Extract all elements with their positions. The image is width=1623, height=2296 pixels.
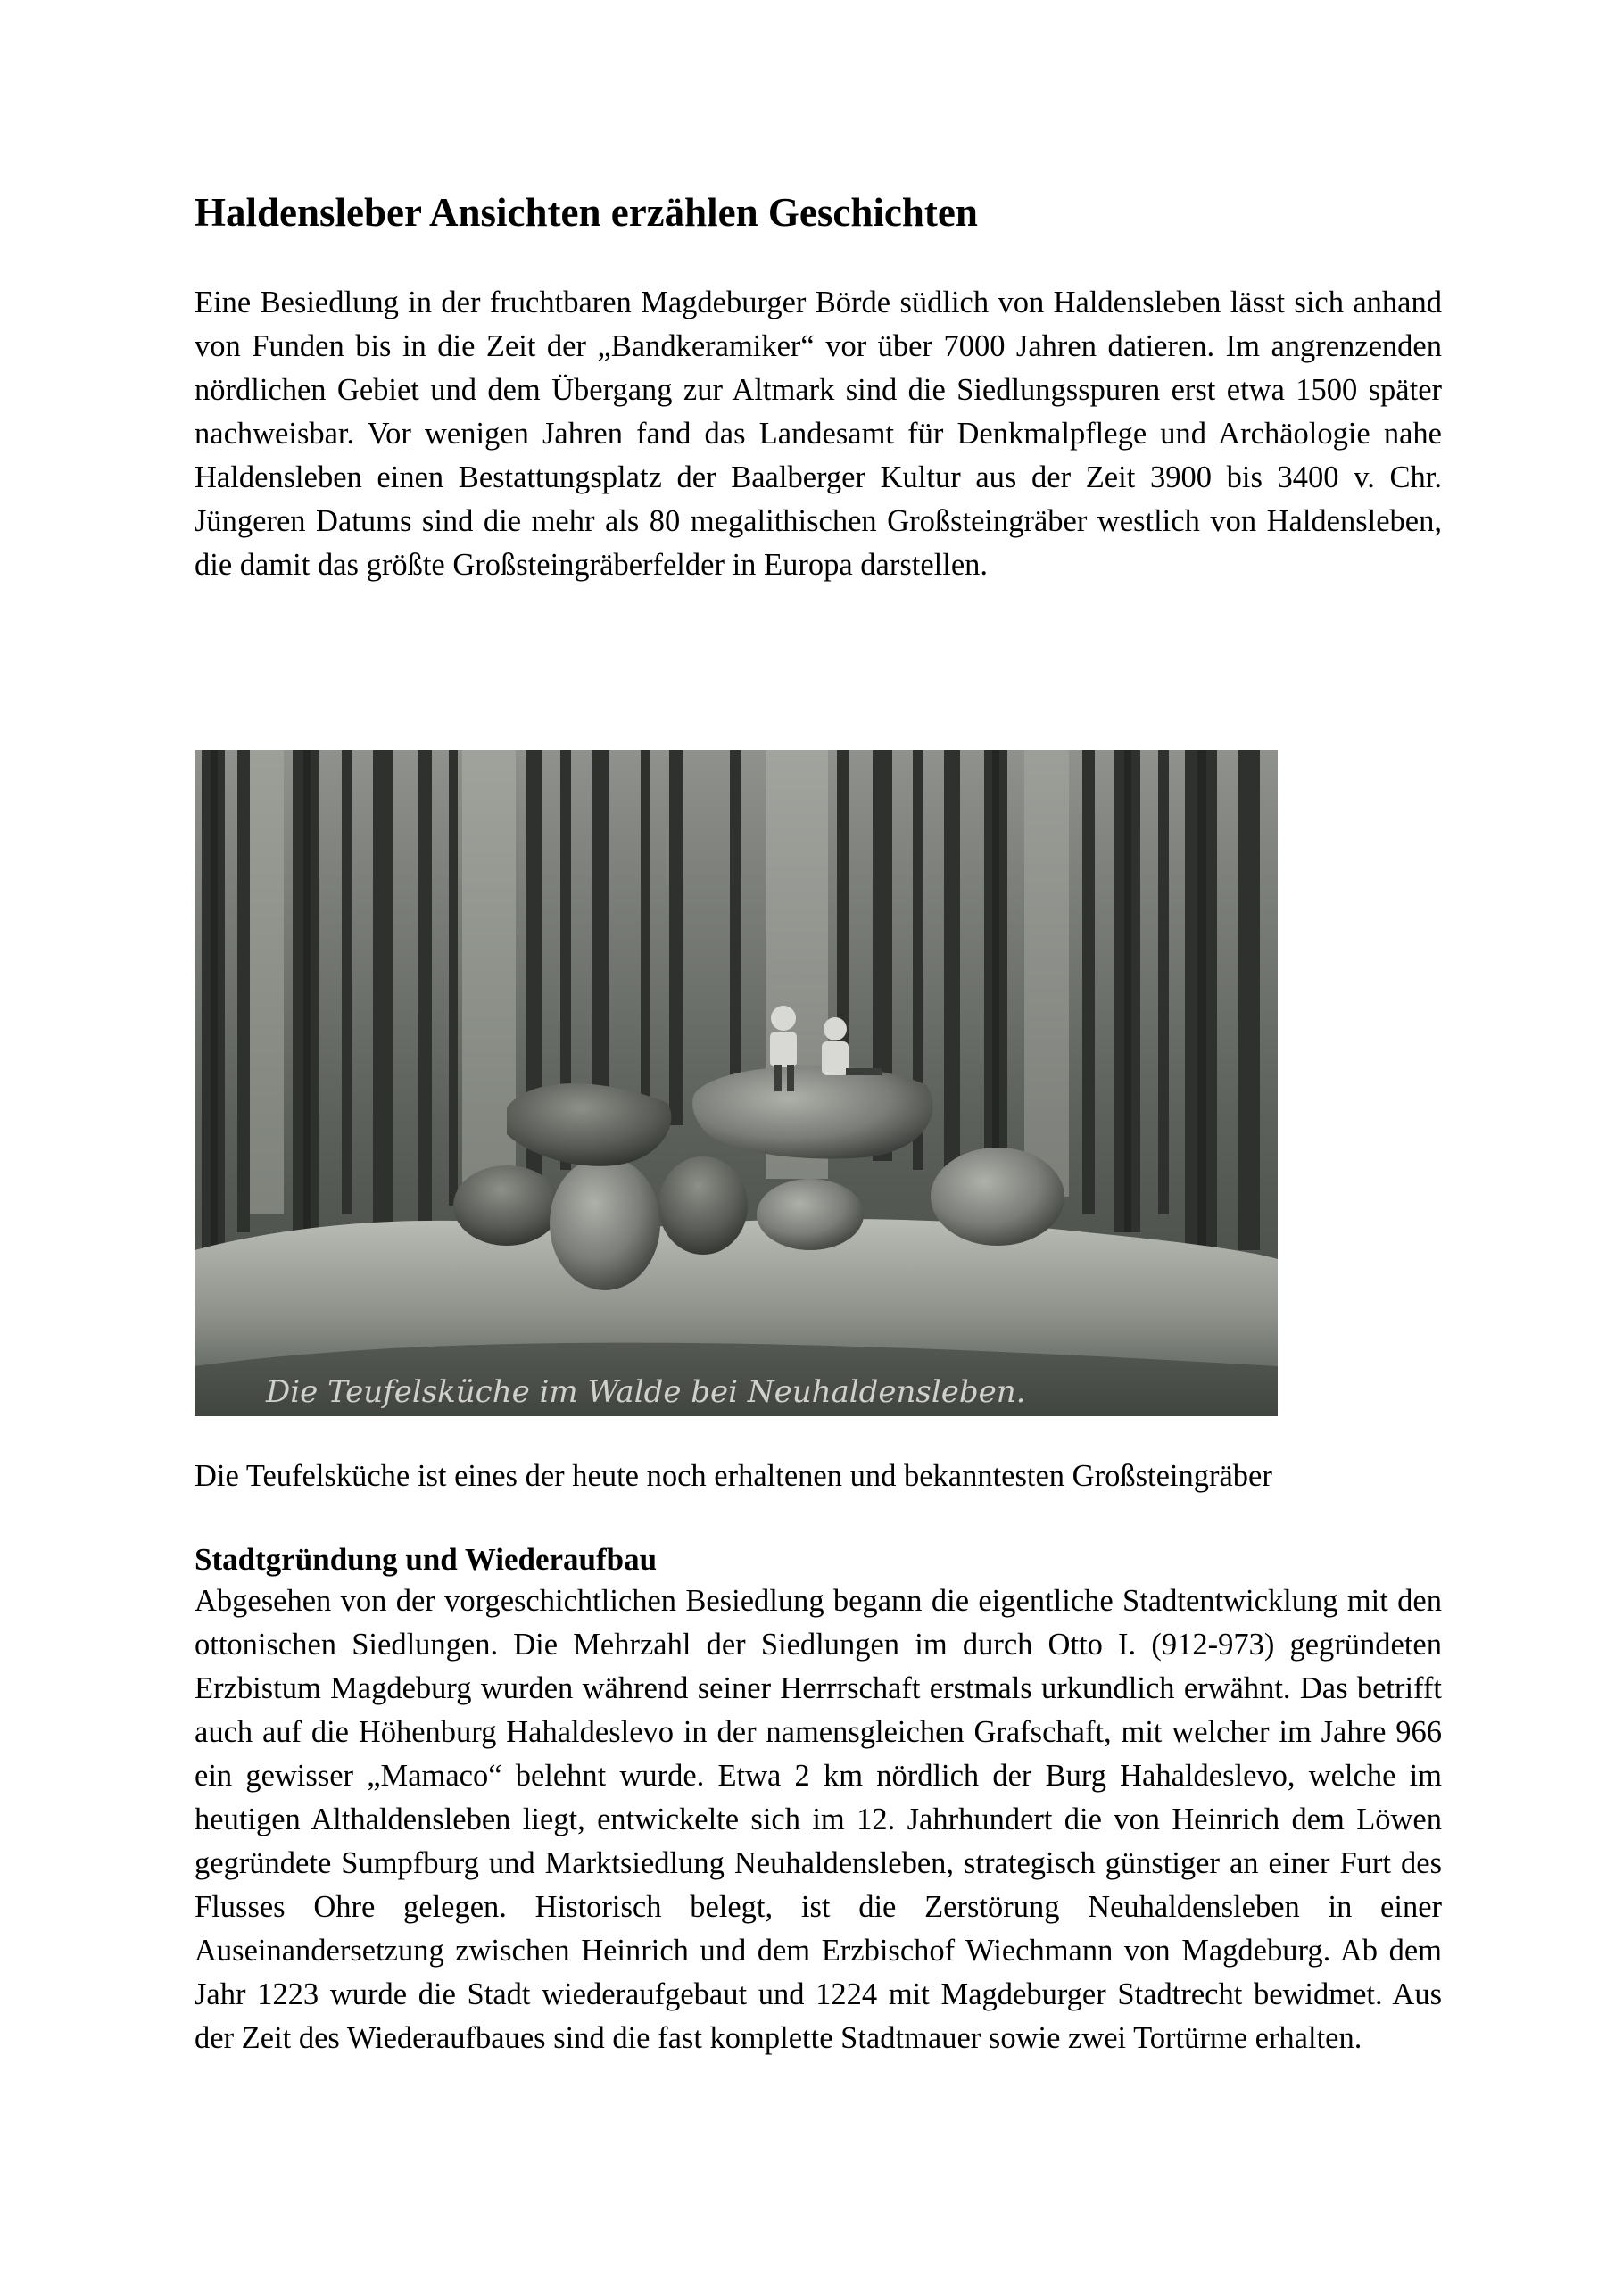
dolmen-photo (195, 750, 1278, 1416)
intro-paragraph: Eine Besiedlung in der fruchtbaren Magdeburger Börde südlich von Haldensleben lässt sich anhand von Funden bis in die Zeit der „Bandkeramiker“ vor über 7000 Jahren datieren. Im angrenzenden nördlichen Gebiet und dem Übergang zur Altmark sind die Siedlungsspuren erst etwa 1500 später nachweisbar. Vor wenigen Jahren fand das Landesamt für Denkmalpflege und Archäologie nahe Haldensleben einen Bestattungsplatz der Baalberger Kultur aus der Zeit 3900 bis 3400 v. Chr. Jüngeren Datums sind die mehr als 80 megalithischen Großsteingräber westlich von Haldensleben, die damit das größte Großsteingräberfelder in Europa darstellen. (195, 286, 1442, 582)
section-heading: Stadtgründung und Wiederaufbau (195, 1542, 658, 1577)
section-paragraph: Abgesehen von der vorgeschichtlichen Besiedlung begann die eigentliche Stadtentwicklung mit den ottonischen Siedlungen. Die Mehrzahl der Siedlungen im durch Otto I. (912-973) gegründeten Erzbistum Magdeburg wurden während seiner Herrrschaft erstmals urkundlich erwähnt. Das betrifft auch auf die Höhenburg Hahaldeslevo in der namensgleichen Grafschaft, mit welcher im Jahre 966 ein gewisser „Mamaco“ belehnt wurde. Etwa 2 km nördlich der Burg Hahaldeslevo, welche im heutigen Althaldensleben liegt, entwickelte sich im 12. Jahrhundert die von Heinrich dem Löwen gegründete Sumpfburg und Marktsiedlung Neuhaldensleben, strategisch günstiger an einer Furt des Flusses Ohre gelegen. Historisch belegt, ist die Zerstörung Neuhaldensleben in einer Auseinandersetzung zwischen Heinrich und dem Erzbischof Wiechmann von Magdeburg. Ab dem Jahr 1223 wurde die Stadt wiederaufgebaut und 1224 mit Magdeburger Stadtrecht bewidmet. Aus der Zeit des Wiederaufbaues sind die fast komplette Stadtmauer sowie zwei Tortürme erhalten. (195, 1584, 1442, 2055)
photo-inscription: Die Teufelsküche im Walde bei Neuhaldensleben. (266, 1374, 1026, 1410)
photo-caption: Die Teufelsküche ist eines der heute noch erhaltenen und bekanntesten Großsteingräber (195, 1459, 1272, 1493)
page-title: Haldensleber Ansichten erzählen Geschichten (195, 190, 978, 235)
